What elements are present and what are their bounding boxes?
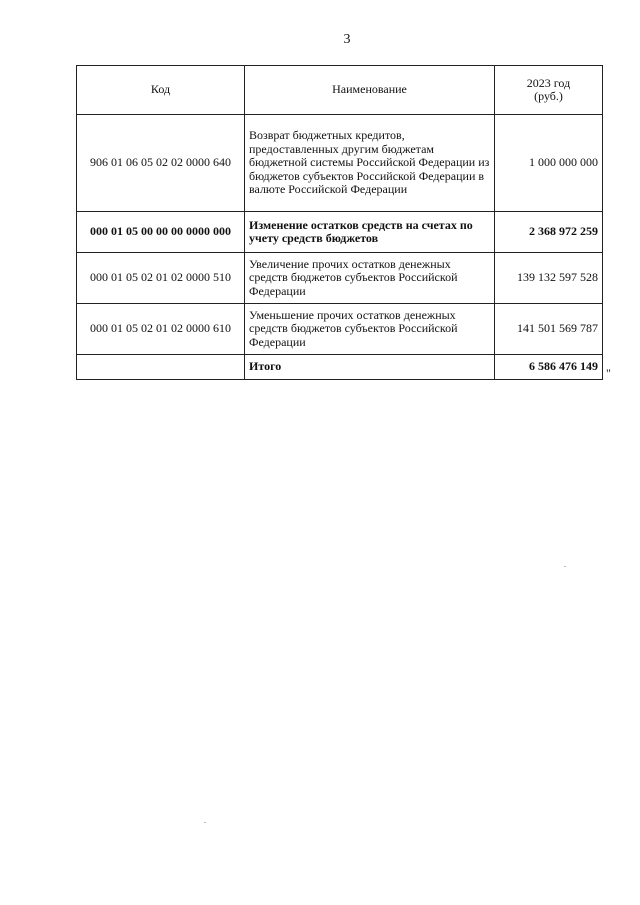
row-code: 000 01 05 00 00 00 0000 000 [77,212,245,253]
row-code: 000 01 05 02 01 02 0000 610 [77,304,245,355]
row-amount: 1 000 000 000 [495,115,603,212]
table-row [77,304,603,355]
row-code: 000 01 05 02 01 02 0000 510 [77,253,245,304]
scan-speck [564,566,566,567]
header-unit-label: (руб.) [534,89,563,103]
row-amount: 139 132 597 528 [495,253,603,304]
table-row [77,212,603,253]
page-number: 3 [343,32,351,47]
header-year-label: 2023 год [526,75,571,90]
table-header-row [77,66,603,115]
header-year [495,66,603,115]
row-amount: 141 501 569 787 [495,304,603,355]
row-code: 906 01 06 05 02 02 0000 640 [77,115,245,212]
table-row [77,115,603,212]
row-name: Возврат бюджетных кредитов, предоставленных другим бюджетам бюджетной системы Российской Федерации из бюджетов субъектов Российской Федерации в валюте Российской Федерации [245,115,495,212]
row-name: Уменьшение прочих остатков денежных средств бюджетов субъектов Российской Федерации [245,304,495,355]
row-name: Увеличение прочих остатков денежных средств бюджетов субъектов Российской Федерации [245,253,495,304]
total-row [77,355,603,380]
header-code: Код [77,66,245,115]
row-name: Изменение остатков средств на счетах по учету средств бюджетов [245,212,495,253]
closing-quote-mark: " [606,366,611,380]
scan-speck [204,822,206,823]
total-amount: 6 586 476 149 [495,355,603,380]
total-label: Итого [245,355,495,380]
header-name: Наименование [245,66,495,115]
total-code [77,355,245,380]
table-row [77,253,603,304]
budget-sources-table [76,65,603,380]
row-amount: 2 368 972 259 [495,212,603,253]
